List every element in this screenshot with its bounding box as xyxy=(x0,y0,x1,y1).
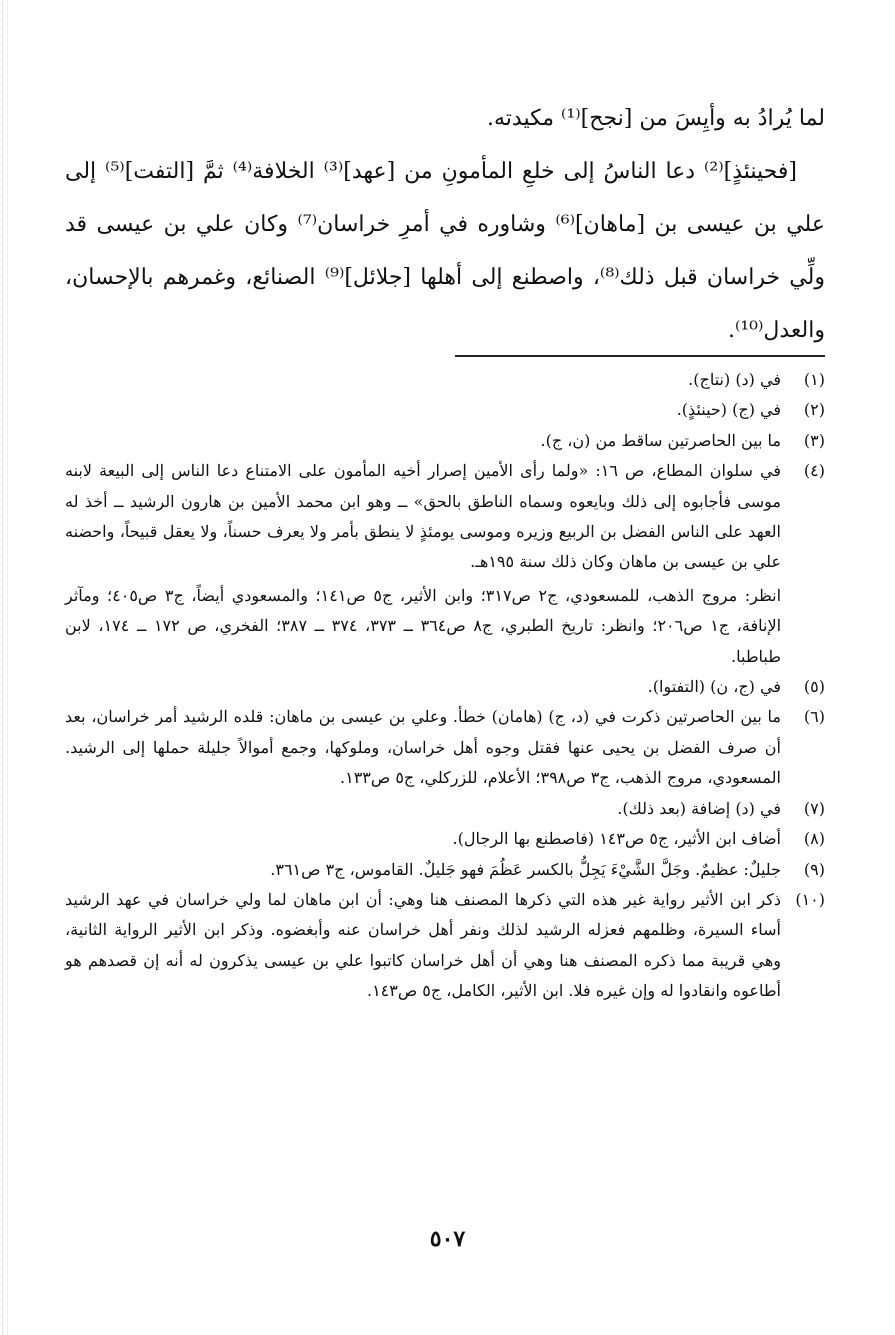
footnote-text: ما بين الحاصرتين ساقط من (ن، ج). xyxy=(540,430,781,450)
footnote xyxy=(65,426,825,456)
footnote xyxy=(65,456,825,672)
main-paragraph: [فحينئذٍ]⁽²⁾ دعا الناسُ إلى خلعِ المأمونِ من [عهد]⁽³⁾ الخلافة⁽⁴⁾ ثمَّ [التفت]⁽⁵⁾ إلى علي بن عيسى بن [ماهان]⁽⁶⁾ وشاوره في أمرِ خراسان⁽⁷⁾ وكان علي بن عيسى قد ولِّي خراسان قبل ذلك⁽⁸⁾، واصطنع إلى أهلها [جلائل]⁽⁹⁾ الصنائع، وغمرهم بالإحسان، والعدل⁽¹⁰⁾. xyxy=(65,159,825,343)
footnote-number: (٨) xyxy=(803,829,825,849)
footnote-text: أضاف ابن الأثير، ج٥ ص١٤٣ (فاصطنع بها الرجال). xyxy=(452,829,781,849)
footnote xyxy=(65,885,825,1007)
footnote-references: انظر: مروج الذهب، للمسعودي، ج٢ ص٣١٧؛ وابن الأثير، ج٥ ص١٤١؛ والمسعودي أيضاً، ج٣ ص٤٠٥؛ ومآثر الإنافة، ج١ ص٢٠٦؛ وانظر: تاريخ الطبري، ج٨ ص٣٦٤ ــ ٣٧٣، ٣٧٤ ــ ٣٨٧؛ الفخري، ص ١٧٢ ــ ١٧٤، لابن طباطبا. xyxy=(65,585,782,666)
footnote-number: (٢) xyxy=(803,400,825,420)
footnote xyxy=(65,855,825,885)
footnote xyxy=(65,365,825,395)
footnote xyxy=(65,395,825,425)
footnote xyxy=(65,702,825,793)
footnote-text: ما بين الحاصرتين ذكرت في (د، ج) (هامان) خطأ. وعلي بن عيسى بن ماهان: قلده الرشيد أمر خراسان، بعد أن صرف الفضل بن يحيى عنها فقتل وجوه أهل خراسان، وملوكها، وجمع أموالاً جليلة حملها إلى الرشيد. المسعودي، مروج الذهب، ج٣ ص٣٩٨؛ الأعلام، للزركلي، ج٥ ص١٣٣. xyxy=(65,707,781,788)
footnotes-list xyxy=(65,365,825,1007)
footnote-number: (٩) xyxy=(803,859,825,879)
footnote-text: في (د) (نتاج). xyxy=(688,370,781,389)
main-text xyxy=(65,92,825,357)
footnote xyxy=(65,824,825,854)
footnote-text: في سلوان المطاع، ص ١٦: «ولما رأى الأمين إصرار أخيه المأمون على الامتناع دعا الناس إلى البيعة لابنه موسى فأجابوه إلى ذلك وبايعوه وسماه الناطق بالحق» ــ وهو ابن محمد الأمين بن هارون الرشيد ــ أخذ له العهد على الناس الفضل بن الربيع وزيره وموسى يومئذٍ لا ينطق بأمر ولا يعرف حسناً، ولا يعقل قبيحاً، واحضنه علي بن عيسى بن ماهان وكان ذلك سنة ١٩٥هـ. xyxy=(65,461,781,572)
footnote xyxy=(65,672,825,702)
footnote-text: ذكر ابن الأثير رواية غير هذه التي ذكرها المصنف هنا وهي: أن ابن ماهان لما ولي خراسان في عهد الرشيد أساء السيرة، وظلمهم فعزله الرشيد لذلك ونفر أهل خراسان عنه وأبغضوه. وذكر ابن الأثير الرواية الثانية، وهي قريبة مما ذكره المصنف هنا وهي أن أهل خراسان كاتبوا علي بن عيسى يذكرون له أنه إن قصدهم هو أطاعوه وانقادوا له وإن غيره فلا. ابن الأثير، الكامل، ج٥ ص١٤٣. xyxy=(65,889,781,1001)
footnote-text: في (ج) (حينئذٍ). xyxy=(676,400,781,420)
main-paragraph: لما يُرادُ به وأيِسَ من [نجح]⁽¹⁾ مكيدته. xyxy=(487,106,825,131)
footnote-number: (٤) xyxy=(803,461,825,481)
footnote-number: (٦) xyxy=(803,707,825,727)
footnote-number: (٥) xyxy=(803,677,825,697)
footnote-divider xyxy=(455,355,825,357)
footnote-text: في (ج، ن) (التفتوا). xyxy=(647,677,781,697)
footnote-text: في (د) إضافة (بعد ذلك). xyxy=(617,798,781,818)
footnote-text: جليلٌ: عظيمٌ. وجَلَّ الشَّيْءَ يَجِلُّ بالكسر عَظُمَ فهو جَليلٌ. القاموس، ج٣ ص٣٦١. xyxy=(270,859,781,879)
footnote-number: (١٠) xyxy=(795,889,825,909)
footnote-number: (٧) xyxy=(803,798,825,818)
footnote-number: (١) xyxy=(803,370,825,389)
footnote-number: (٣) xyxy=(803,430,825,450)
scan-edge xyxy=(2,0,8,1335)
footnote xyxy=(65,794,825,824)
page-number: ٥٠٧ xyxy=(429,1226,466,1252)
